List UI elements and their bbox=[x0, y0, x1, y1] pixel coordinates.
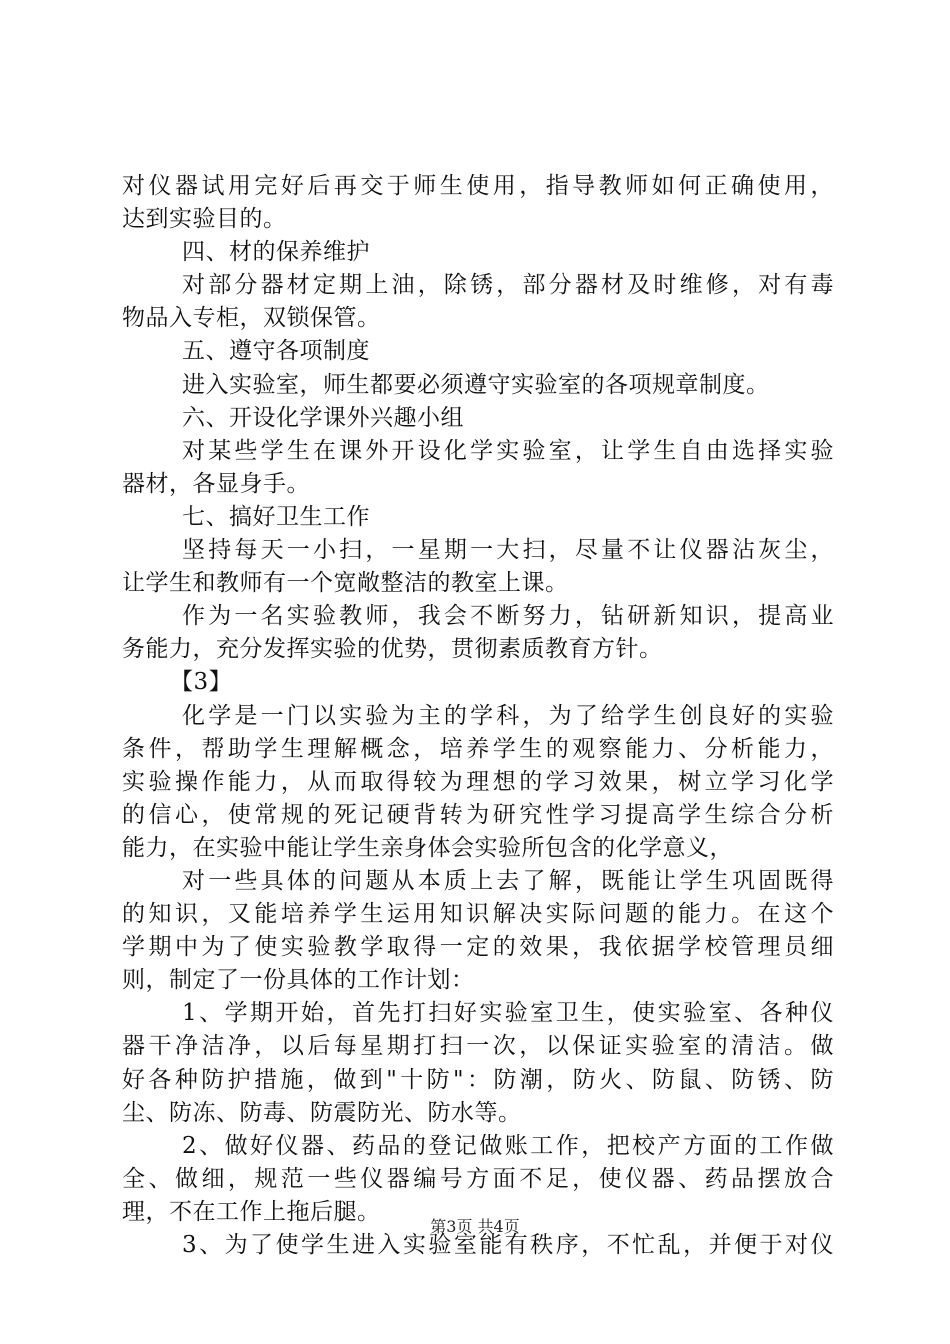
text-line: 全、做细，规范一些仪器编号方面不足，使仪器、药品摆放合 bbox=[122, 1165, 834, 1192]
text-line: 化学是一门以实验为主的学科，为了给学生创良好的实验 bbox=[182, 702, 834, 729]
text-line: 让学生和教师有一个宽敞整洁的教室上课。 bbox=[122, 570, 569, 597]
text-line: 尘、防冻、防毒、防震防光、防水等。 bbox=[122, 1099, 522, 1126]
text-line: 四、材的保养维护 bbox=[182, 239, 370, 266]
text-line: 能力，在实验中能让学生亲身体会实验所包含的化学意义， bbox=[122, 834, 733, 861]
text-line: 3、为了使学生进入实验室能有秩序，不忙乱，并便于对仪 bbox=[182, 1232, 834, 1258]
text-line: 物品入专柜，双锁保管。 bbox=[122, 305, 381, 332]
text-line: 坚持每天一小扫，一星期一大扫，尽量不让仪器沾灰尘， bbox=[182, 537, 834, 564]
text-line: 器干净洁净，以后每星期打扫一次，以保证实验室的清洁。做 bbox=[122, 1033, 834, 1060]
text-line: 务能力，充分发挥实验的优势，贯彻素质教育方针。 bbox=[122, 636, 663, 663]
text-line: 则，制定了一份具体的工作计划： bbox=[122, 967, 475, 994]
text-line: 六、开设化学课外兴趣小组 bbox=[182, 404, 464, 431]
text-line: 作为一名实验教师，我会不断努力，钻研新知识，提高业 bbox=[182, 603, 834, 630]
text-line: 实验操作能力，从而取得较为理想的学习效果，树立学习化学 bbox=[122, 768, 834, 795]
text-line: 对某些学生在课外开设化学实验室，让学生自由选择实验 bbox=[182, 437, 834, 464]
text-line: 七、搞好卫生工作 bbox=[182, 503, 370, 530]
text-line: 器材，各显身手。 bbox=[122, 470, 310, 497]
text-line: 对部分器材定期上油，除锈，部分器材及时维修，对有毒 bbox=[182, 272, 834, 299]
text-line: 的知识，又能培养学生运用知识解决实际问题的能力。在这个 bbox=[122, 901, 834, 928]
text-line: 理，不在工作上拖后腿。 bbox=[122, 1198, 381, 1225]
text-line: 2、做好仪器、药品的登记做账工作，把校产方面的工作做 bbox=[182, 1132, 834, 1159]
text-line: 五、遵守各项制度 bbox=[182, 338, 370, 365]
text-line: 1、学期开始，首先打扫好实验室卫生，使实验室、各种仪 bbox=[182, 1000, 834, 1027]
text-line: 对一些具体的问题从本质上去了解，既能让学生巩固既得 bbox=[182, 867, 834, 894]
text-line: 达到实验目的。 bbox=[122, 206, 287, 233]
text-line: 学期中为了使实验教学取得一定的效果，我依据学校管理员细 bbox=[122, 934, 834, 961]
text-line: 好各种防护措施，做到"十防"：防潮，防火、防鼠、防锈、防 bbox=[122, 1066, 834, 1093]
text-line: 的信心，使常规的死记硬背转为研究性学习提高学生综合分析 bbox=[122, 801, 834, 828]
text-line: 【3】 bbox=[170, 669, 233, 696]
body-text bbox=[122, 170, 834, 1262]
text-line: 进入实验室，师生都要必须遵守实验室的各项规章制度。 bbox=[182, 371, 770, 398]
text-line: 条件，帮助学生理解概念，培养学生的观察能力、分析能力， bbox=[122, 735, 834, 762]
text-line: 对仪器试用完好后再交于师生使用，指导教师如何正确使用， bbox=[122, 173, 834, 199]
page-footer: 第3页 共4页 bbox=[430, 1217, 520, 1236]
